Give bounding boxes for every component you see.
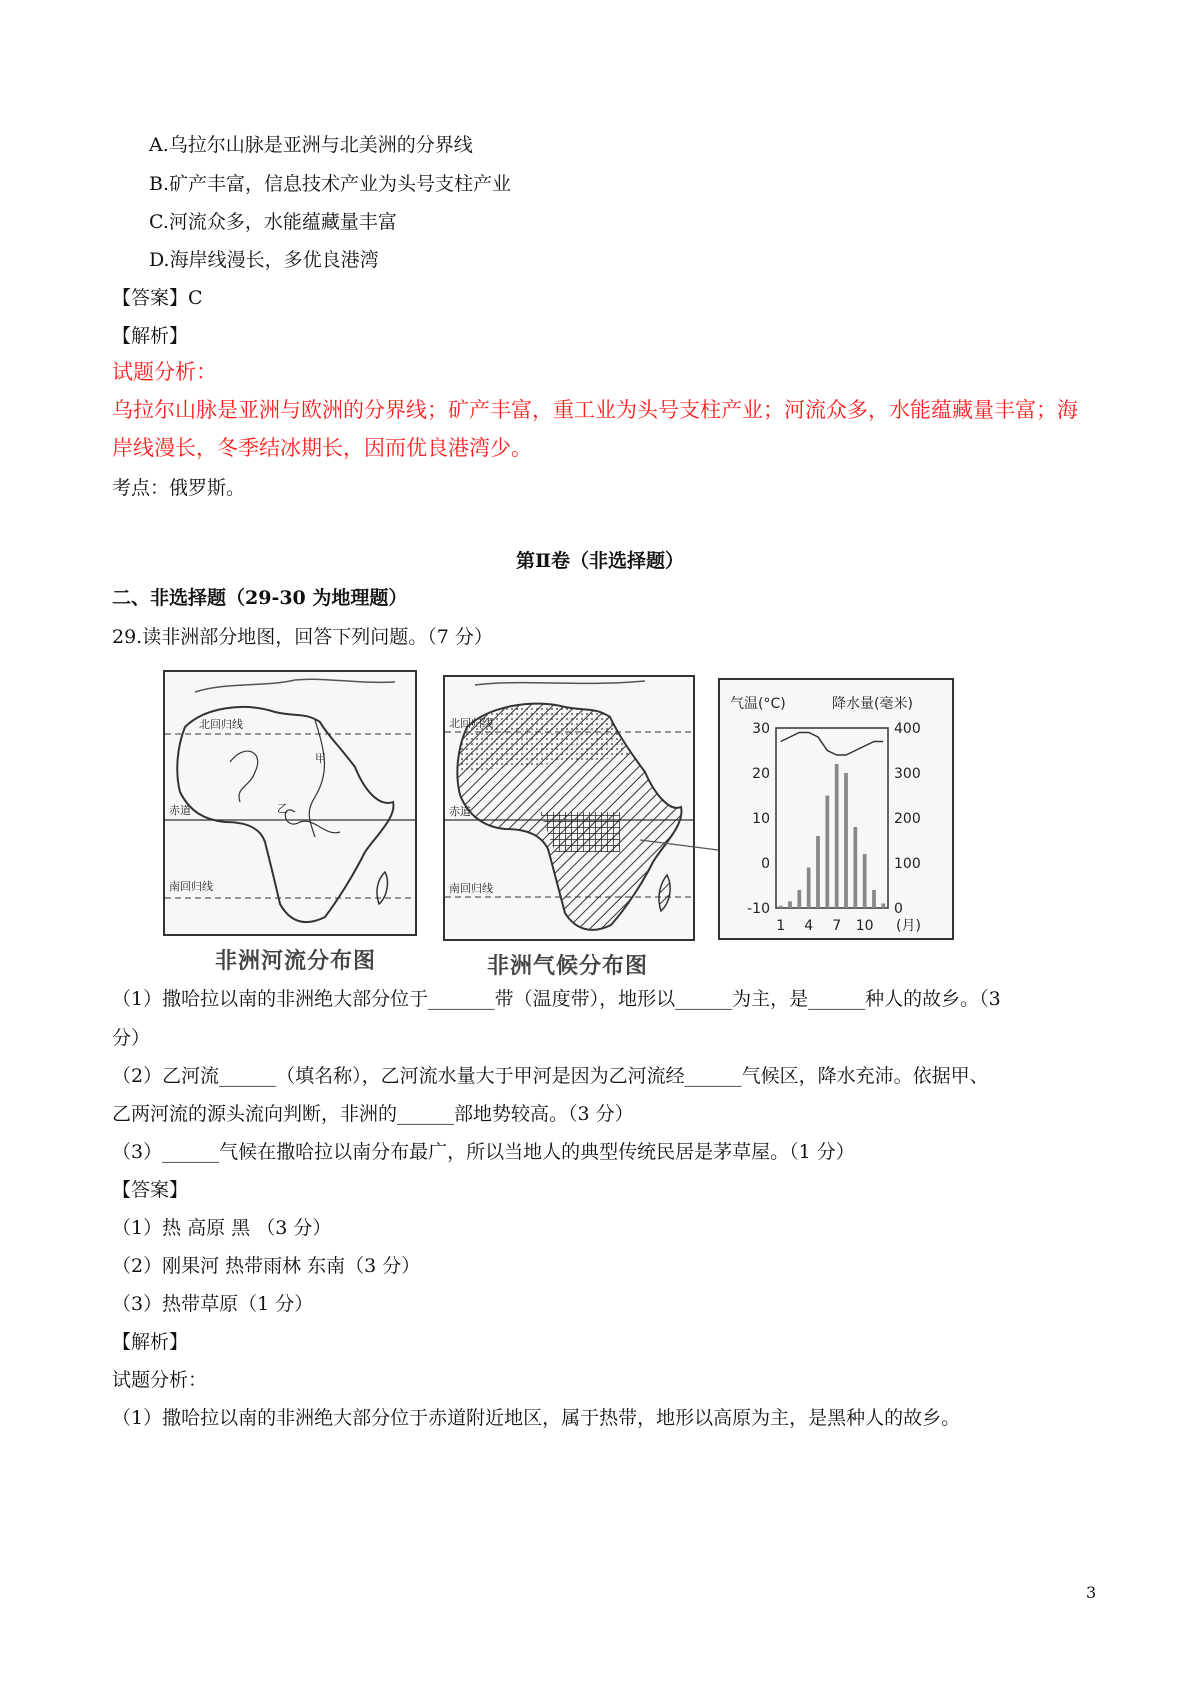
madagascar-outline [377,872,387,904]
part-title: 二、非选择题（29-30 为地理题） [112,587,408,609]
q29-q3: （3）______气候在撒哈拉以南分布最广，所以当地人的典型传统民居是茅草屋。（1 分） [112,1141,855,1163]
q29-q2-line2: 乙两河流的源头流向判断，非洲的______部地势较高。（3 分） [112,1103,634,1125]
temp-tick-10: 10 [752,811,770,827]
q29-q2-line1: （2）乙河流______（填名称），乙河流水量大于甲河是因为乙河流经______气候区，降水充沛。依据甲、 [112,1065,989,1087]
q29-q1-line2: 分） [112,1027,151,1049]
precip-bar-7 [835,764,839,908]
q28-analysis-line2: 岸线漫长，冬季结冰期长，因而优良港湾少。 [112,436,532,460]
precip-bar-12 [881,904,885,909]
q28-analysis-heading: 【解析】 [112,325,189,347]
precip-bar-10 [863,854,867,908]
tropic-south-label-2: 南回归线 [449,882,493,895]
plot-frame [776,728,888,908]
precip-bar-8 [844,773,848,908]
q29-answer-3: （3）热带草原（1 分） [112,1293,314,1315]
temp-tick-20: 20 [752,766,770,782]
equator-label-2: 赤道 [449,805,471,818]
connector-line [640,830,720,860]
climate-map-caption: 非洲气候分布图 [487,954,649,979]
q29-analysis-label: 试题分析： [112,1369,208,1391]
page-number: 3 [1086,1583,1097,1602]
month-tick-7: 7 [832,918,842,934]
river-yi-label: 乙 [277,802,288,815]
month-tick-4: 4 [804,918,814,934]
europe-coast [195,679,395,692]
temp-tick-0: 0 [761,856,770,872]
precip-bar-3 [797,890,801,908]
precip-axis-label: 降水量(毫米) [832,696,913,712]
climate-chart [718,678,954,940]
river-niger [230,751,258,802]
river-jia-label: 甲 [315,752,326,765]
temp-tick-30: 30 [752,721,770,737]
q29-answer-heading: 【答案】 [112,1179,189,1201]
temp-axis-label: 气温(°C) [730,696,786,712]
climate-map-drawing [445,677,693,939]
option-a: A.乌拉尔山脉是亚洲与北美洲的分界线 [149,134,473,156]
month-tick-1: 1 [776,918,786,934]
precip-tick-200: 200 [894,811,921,827]
q28-kaodian: 考点：俄罗斯。 [112,477,246,499]
month-unit-label: (月) [896,918,921,934]
precip-bar-4 [807,868,811,909]
temperature-curve [781,733,884,756]
option-c: C.河流众多，水能蕴藏量丰富 [149,211,397,233]
precip-bar-5 [816,836,820,908]
q29-analysis-heading: 【解析】 [112,1331,189,1353]
tropic-north-label-2: 北回归线 [449,717,493,730]
q29-q1-line1: （1）撒哈拉以南的非洲绝大部分位于_______带（温度带），地形以______为主，是______种人的故乡。（3 [112,988,1001,1010]
climate-map [443,675,695,941]
q28-answer: 【答案】C [112,287,203,309]
q28-analysis-label: 试题分析： [112,360,217,384]
temp-tick--10: -10 [747,901,770,917]
precip-bar-9 [853,827,857,908]
q28-analysis-line1: 乌拉尔山脉是亚洲与欧洲的分界线；矿产丰富，重工业为头号支柱产业；河流众多，水能蕴藏量丰富；海 [112,398,1078,422]
month-tick-10: 10 [855,918,874,934]
madagascar-climate [659,875,670,911]
equator-label: 赤道 [169,804,191,817]
precip-bar-1 [779,906,783,908]
precip-bar-11 [872,890,876,908]
europe-coast-2 [475,681,645,685]
tropic-south-label: 南回归线 [169,880,213,893]
precip-bar-2 [788,901,792,908]
q29-analysis-1: （1）撒哈拉以南的非洲绝大部分位于赤道附近地区，属于热带，地形以高原为主，是黑种人的故乡。 [112,1407,961,1429]
option-d: D.海岸线漫长，多优良港湾 [149,249,379,271]
climate-chart-svg [720,680,952,938]
volume-title: 第Ⅱ卷（非选择题） [515,550,684,572]
precip-tick-100: 100 [894,856,921,872]
q29-answer-2: （2）刚果河 热带雨林 东南（3 分） [112,1255,421,1277]
option-b: B.矿产丰富，信息技术产业为头号支柱产业 [149,173,512,195]
river-map-drawing [165,672,415,934]
precip-tick-300: 300 [894,766,921,782]
q29-stem: 29.读非洲部分地图，回答下列问题。（7 分） [112,626,493,648]
river-map-caption: 非洲河流分布图 [215,949,377,974]
q29-answer-1: （1）热 高原 黑 （3 分） [112,1217,332,1239]
precip-tick-0: 0 [894,901,903,917]
precip-bar-6 [825,796,829,909]
precip-tick-400: 400 [894,721,921,737]
tropic-north-label: 北回归线 [199,718,243,731]
river-map [163,670,417,936]
